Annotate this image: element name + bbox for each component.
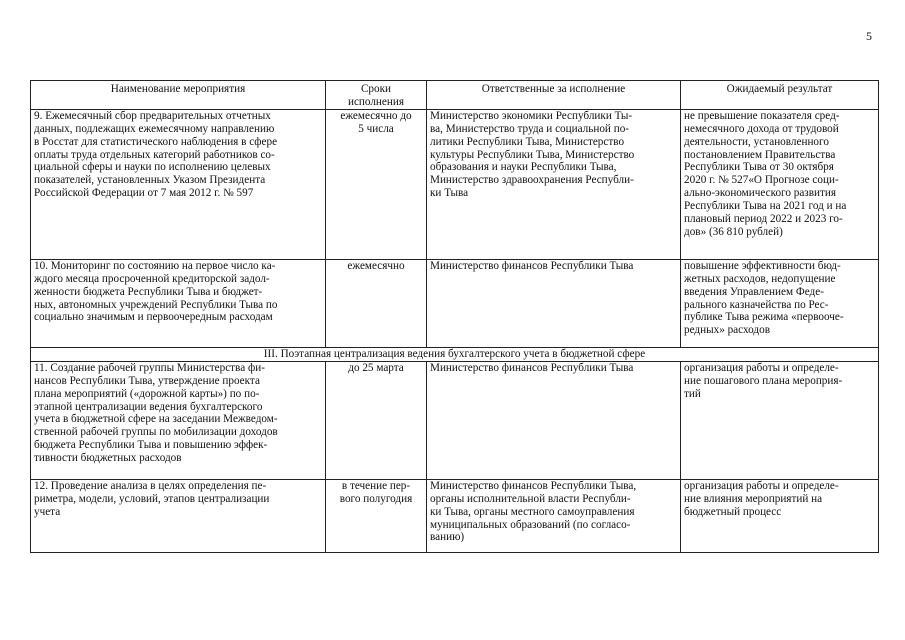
table-header-row (31, 81, 879, 110)
row-12-result: организация работы и определе- ние влияния мероприятий на бюджетный процесс (681, 479, 879, 552)
row-10-responsible: Министерство финансов Республики Тыва (427, 259, 681, 347)
row-9-responsible: Министерство экономики Республики Ты- ва, Министерство труда и социальной по- литики Республики Тыва, Министерство культуры Республики Тыва, Министерство образования и науки Республики Тыва, Министерство здравоохранения Республи- ки Тыва (427, 109, 681, 259)
row-9-name: 9. Ежемесячный сбор предварительных отчетных данных, подлежащих ежемесячному направлению в Росстат для статистического наблюдения в сфере оплаты труда отдельных категорий работников со- циальной сферы и науки по исполнению целевых показателей, установленных Указом Президента Российской Федерации от 7 мая 2012 г. № 597 (31, 109, 326, 259)
row-12-term: в течение пер- вого полугодия (326, 479, 427, 552)
row-12-name: 12. Проведение анализа в целях определения пе- риметра, модели, условий, этапов централизации учета (31, 479, 326, 552)
row-12-responsible: Министерство финансов Республики Тыва, органы исполнительной власти Республи- ки Тыва, органы местного самоуправления муниципальных образований (по согласо- ванию) (427, 479, 681, 552)
row-11-responsible: Министерство финансов Республики Тыва (427, 361, 681, 479)
table-row (31, 259, 879, 347)
header-result: Ожидаемый результат (681, 81, 879, 110)
page-number: 5 (866, 29, 872, 43)
row-9-result: не превышение показателя сред- немесячного дохода от трудовой деятельности, установленного постановлением Правительства Республики Тыва от 30 октября 2020 г. № 527«О Прогнозе соци- ально-экономического развития Республики Тыва на 2021 год и на плановый период 2022 и 2023 го- дов» (36 810 рублей) (681, 109, 879, 259)
row-11-name: 11. Создание рабочей группы Министерства фи- нансов Республики Тыва, утверждение проекта плана мероприятий («дорожной карты») по по- этапной централизации ведения бухгалтерского учета в бюджетной сфере на заседании Межведом- ственной рабочей группы по мобилизации доходов бюджета Республики Тыва и повышению эффек- тивности бюджетных расходов (31, 361, 326, 479)
row-11-term: до 25 марта (326, 361, 427, 479)
section-heading-row (31, 347, 879, 361)
table-row (31, 109, 879, 259)
table-row (31, 361, 879, 479)
row-10-result: повышение эффективности бюд- жетных расходов, недопущение введения Управлением Феде- рального казначейства по Рес- публике Тыва режима «первооче- редных» расходов (681, 259, 879, 347)
measures-table (30, 80, 879, 553)
table-row (31, 479, 879, 552)
header-name: Наименование мероприятия (31, 81, 326, 110)
row-10-term: ежемесячно (326, 259, 427, 347)
header-term: Сроки исполнения (326, 81, 427, 110)
row-10-name: 10. Мониторинг по состоянию на первое число ка- ждого месяца просроченной кредиторской задол- женности бюджета Республики Тыва и бюджет- ных, автономных учреждений Республики Тыва по социально значимым и первоочередным расходам (31, 259, 326, 347)
header-responsible: Ответственные за исполнение (427, 81, 681, 110)
row-9-term: ежемесячно до 5 числа (326, 109, 427, 259)
section-title: III. Поэтапная централизация ведения бухгалтерского учета в бюджетной сфере (31, 347, 879, 361)
row-11-result: организация работы и определе- ние пошагового плана мероприя- тий (681, 361, 879, 479)
